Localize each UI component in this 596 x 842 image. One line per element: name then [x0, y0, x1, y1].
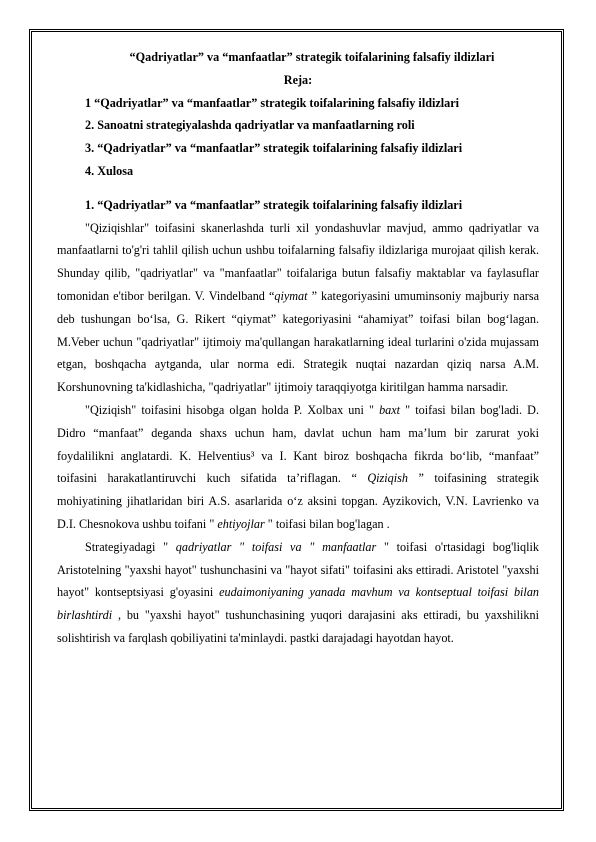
- p3-text-a: Strategiyadagi ": [85, 539, 169, 554]
- p1-text-c: ” kategoriyasini umuminsoniy majburiy narsa deb tushungan bo‘lsa, G. Rikert “qiymat” kategoriyasini “ahamiyat” toifasi bilan bog‘lagan. M.Veber uchun "qadriyatlar" ijtimoiy ma'qullangan harakatlarning ideal turlarini o'zida mujassam etgan, boshqacha aytganda, ular norma edi. Strategik nuqtai nazardan qiziq narsa A.M. Korshunovning ta'kidlashicha, "qadriyatlar" ijtimoiy taraqqiyotga kiritilgan hamma narsadir.: [57, 288, 539, 395]
- p2-text-c: " toifasi bilan bog'ladi. D. Didro “manfaat” deganda shaxs uchun ham, davlat uchun ham ma’lum bir zarurat yoki foydalilikni anglatardi. K. Helventius³ va I. Kant biroz boshqacha fikrda bo‘lib, “manfaat” toifasini harakatlantiruvchi kuch sifatida ta’riflagan. “: [57, 402, 540, 486]
- p2-text-g: " toifasi bilan bog'lagan .: [267, 516, 390, 531]
- toc-item-3: 3. “Qadriyatlar” va “manfaatlar” strategik toifalarining falsafiy ildizlari: [85, 141, 463, 156]
- toc-item-4: 4. Xulosa: [85, 163, 134, 178]
- plan-label: Reja:: [283, 72, 313, 87]
- p3-text-e: , bu "yaxshi hayot" tushunchasining yuqori darajasini aks ettiradi, bu yaxshilikni solishtirish va farqlash qobiliyatini ta'minlaydi. pastki darajadagi hayotdan hayot.: [57, 608, 539, 645]
- document-title: “Qadriyatlar” va “manfaatlar” strategik toifalarining falsafiy ildizlari: [129, 50, 495, 64]
- p1-italic: qiymat: [274, 288, 308, 303]
- toc-item-1: 1 “Qadriyatlar” va “manfaatlar” strategik toifalarining falsafiy ildizlari: [85, 95, 460, 110]
- paragraph-3: [57, 536, 539, 650]
- p2-italic-qiziqish: Qiziqish: [367, 471, 408, 486]
- p3-text-c: " toifasi o'rtasidagi bog'liqlik Aristotelning "yaxshi hayot" tushunchasini va "hayot sifati" toifasini aks ettiradi. Aristotel "yaxshi hayot" kontseptsiyasi g'oyasini: [57, 539, 539, 600]
- p2-italic-ehtiyojlar: ehtiyojlar: [217, 516, 265, 531]
- p1-text-a: "Qiziqishlar" toifasini skanerlashda turli xil yondashuvlar mavjud, ammo qadriyatlar va manfaatlarni to'g'ri tahlil qilish uchun ushbu toifalarning falsafiy ildizlariga murojaat qilish kerak. Shunday qilib, "qadriyatlar" va "manfaatlar" toifalariga butun falsafiy maktablar va faylasuflar tomonidan e'tibor berilgan. V. Vindelband “: [57, 220, 539, 303]
- section-heading: 1. “Qadriyatlar” va “manfaatlar” strategik toifalarining falsafiy ildizlari: [85, 197, 463, 212]
- p2-italic-baxt: baxt: [379, 402, 401, 417]
- paragraph-2: [57, 399, 539, 536]
- p3-italic-terms: qadriyatlar " toifasi va " manfaatlar: [175, 539, 377, 554]
- p2-text-a: "Qiziqish" toifasini hisobga olgan holda P. Xolbax uni ": [85, 402, 374, 417]
- p2-text-e: ” toifasining strategik mohiyatining jihatlaridan biri A.S. asarlarida o‘z aksini topgan. Ayzikovich, V.N. Lavrienko va D.I. Chesnokova ushbu toifani ": [57, 471, 539, 531]
- p3-italic-eudaimonia: eudaimoniyaning yanada mavhum va kontseptual toifasi bilan birlashtirdi: [57, 585, 540, 623]
- spacer: [57, 183, 539, 194]
- paragraph-1: [57, 217, 539, 399]
- toc-item-2: 2. Sanoatni strategiyalashda qadriyatlar va manfaatlarning roli: [85, 118, 415, 133]
- document-body: [57, 46, 539, 650]
